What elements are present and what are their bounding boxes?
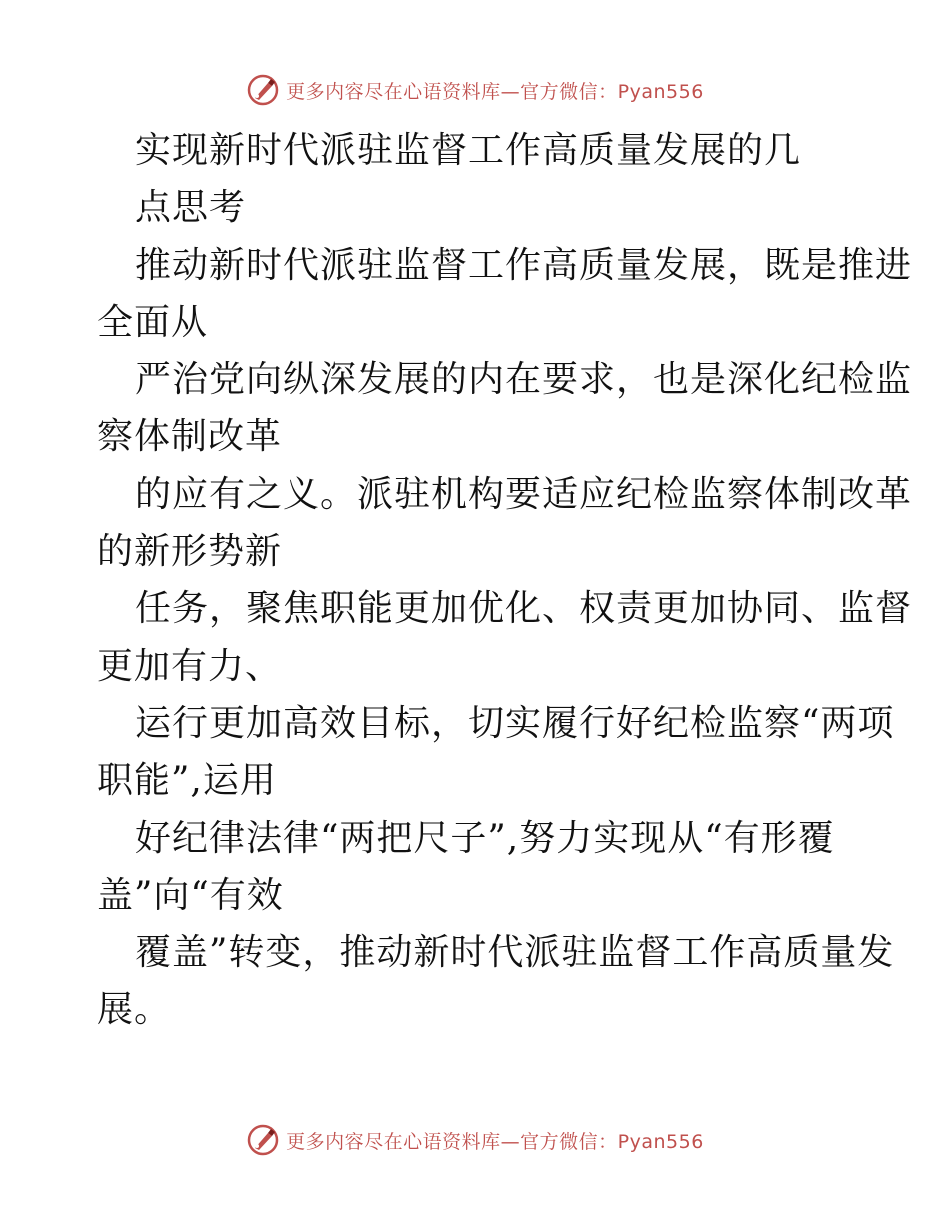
paragraph-line: 严治党向纵深发展的内在要求，也是深化纪检监 [135,359,913,401]
paragraph-line: 好纪律法律“两把尺子”,努力实现从“有形覆 [135,817,835,859]
document-body [97,122,913,1039]
paragraph-line: 察体制改革 [97,416,283,458]
paragraph-line: 盖”向“有效 [97,874,284,916]
pen-logo-icon [246,73,280,107]
paragraph-line: 的应有之义。派驻机构要适应纪检监察体制改革 [135,473,913,515]
paragraph-line: 任务，聚焦职能更加优化、权责更加协同、监督 [135,588,913,630]
header-banner-text: 更多内容尽在心语资料库—官方微信：Pyan556 [286,80,704,103]
footer-banner-text: 更多内容尽在心语资料库—官方微信：Pyan556 [286,1130,704,1153]
paragraph-line: 运行更加高效目标，切实履行好纪检监察“两项 [135,702,895,744]
header-banner [0,72,950,108]
paragraph-line: 的新形势新 [97,531,283,573]
footer-banner [0,1122,950,1158]
paragraph-line: 推动新时代派驻监督工作高质量发展，既是推进 [135,244,913,286]
title-line-1: 实现新时代派驻监督工作高质量发展的几 [135,130,802,171]
paragraph-line: 更加有力、 [97,645,283,687]
paragraph-line: 全面从 [97,301,209,343]
title-line-2: 点思考 [135,187,247,229]
paragraph-line: 职能”,运用 [97,760,277,802]
paragraph-line: 覆盖”转变，推动新时代派驻监督工作高质量发 [135,932,895,974]
paragraph-line: 展。 [97,989,172,1031]
pen-logo-icon [246,1123,280,1157]
